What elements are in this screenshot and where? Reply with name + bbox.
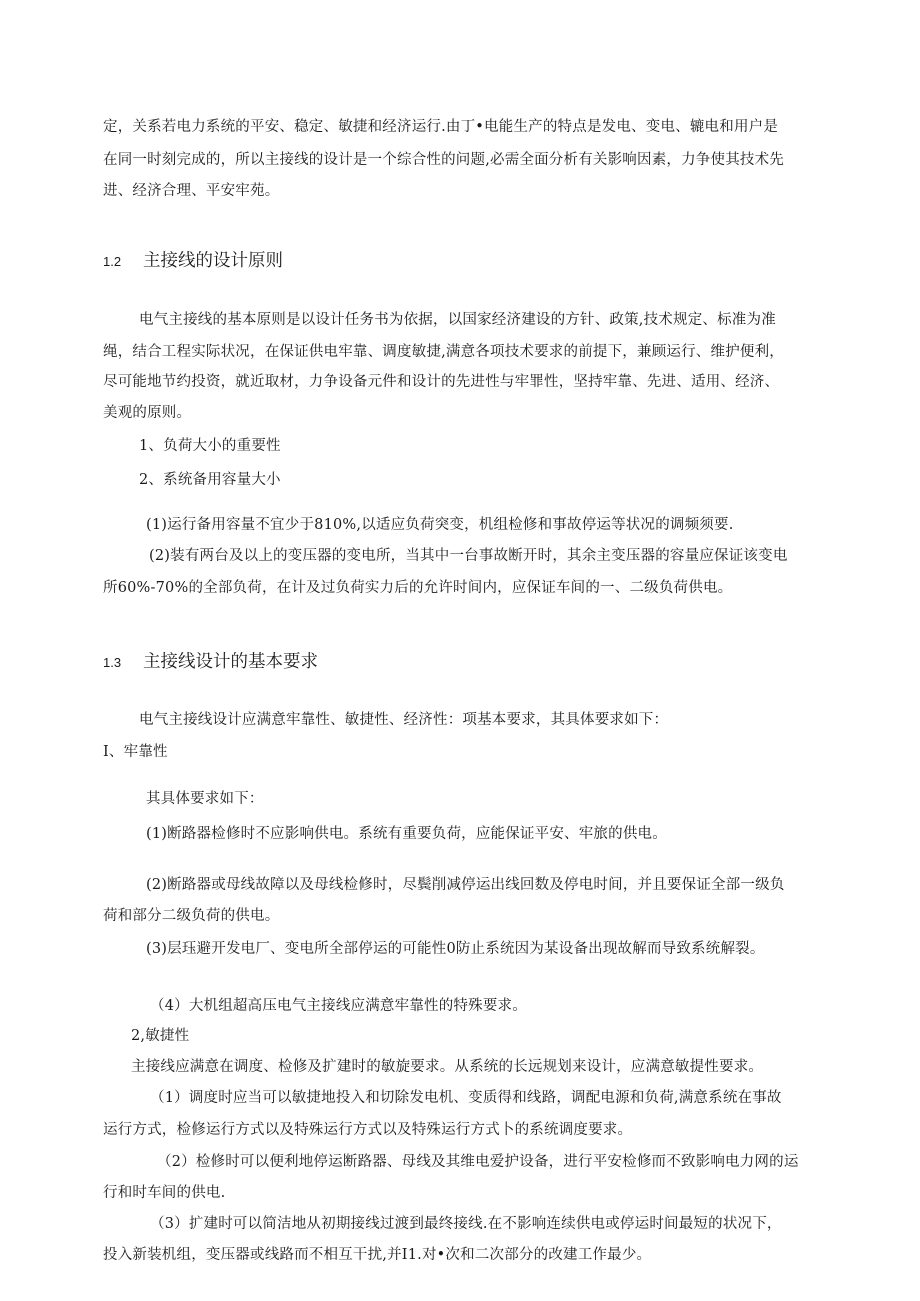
requirements-intro: 电气主接线设计应满意牢靠性、敏捷性、经济性：项基本要求，其具体要求如下： <box>139 712 669 728</box>
reserve-sub-2-line-2: 所60%-70%的全部负荷，在计及过负荷实力后的允许时间内，应保证车间的一、二级负荷供电。 <box>103 580 733 596</box>
reliability-item-2-line-1: (2)断路器或母线故障以及母线检修时，尽鬓削减停运出线回数及停电时间，并且要保证全部一级负 <box>146 877 785 893</box>
section-title: 主接线的设计原则 <box>143 251 283 271</box>
intro-line-1: 定，关系若电力系统的平安、稳定、敏捷和经济运行.由丁•电能生产的特点是发电、变电、辘电和用户是 <box>103 119 779 135</box>
flexibility-item-1-line-2: 运行方式，检修运行方式以及特殊运行方式以及特殊运行方式卜的系统调度要求。 <box>103 1122 633 1138</box>
flexibility-item-3-line-1: （3）扩建时可以简洁地从初期接线过渡到最终接线.在不影响连续供电或停运时间最短的状况下， <box>150 1216 782 1232</box>
reserve-sub-1: (1)运行备用容量不宜少于810%,以适应负荷突变，机组检修和事故停运等状况的调频须要. <box>146 517 734 533</box>
principle-line-2: 绳，结合工程实际状况，在保证供电牢靠、调度敏捷,满意各项技术要求的前提下，兼顾运行、维护便利， <box>103 344 785 360</box>
flexibility-heading: 2,敏捷性 <box>131 1028 190 1044</box>
flexibility-lead: 主接线应满意在调度、检修及扩建时的敏旋要求。从系统的长远规划来设计，应满意敏提性要求。 <box>131 1059 764 1075</box>
section-number: 1.2 <box>103 254 122 269</box>
flexibility-item-2-line-2: 行和时车间的供电. <box>103 1185 226 1201</box>
reliability-item-3: (3)层珏避开发电厂、变电所全部停运的可能性0防止系统因为某设备出现故解而导致系统解裂。 <box>146 941 765 957</box>
section-title: 主接线设计的基本要求 <box>143 652 318 672</box>
reserve-sub-2-line-1: (2)装有两台及以上的变压器的变电所，当其中一台事故断开时，其余主变压器的容量应保证该变电 <box>149 548 788 564</box>
reliability-item-1: (1)断路器检修时不应影响供电。系统有重要负荷，应能保证平安、牢旅的供电。 <box>146 826 667 842</box>
section-heading-1-3 <box>103 648 318 673</box>
intro-line-2: 在同一时刻完成的，所以主接线的设计是一个综合性的问题,必需全面分析有关影响因素，力争使其技术先 <box>103 152 785 168</box>
principle-line-1: 电气主接线的基本原则是以设计任务书为依据，以国家经济建设的方针、政策,技术规定、标准为准 <box>139 312 776 328</box>
flexibility-item-3-line-2: 投入新装机组，变压器或线路而不相互干扰,并I1.对•次和二次部分的改建工作最少。 <box>103 1247 652 1263</box>
reliability-lead: 其具体要求如下： <box>146 791 264 807</box>
principle-line-4: 美观的原则。 <box>103 405 192 421</box>
flexibility-item-1-line-1: （1）调度时应当可以敏捷地投入和切除发电机、变质得和线路，调配电源和负荷,满意系统在事故 <box>150 1090 782 1106</box>
list-item-reserve-capacity: 2、系统备用容量大小 <box>139 472 281 488</box>
reliability-heading: I、牢靠性 <box>103 744 168 760</box>
section-number: 1.3 <box>103 655 122 670</box>
list-item-load-importance: 1、负荷大小的重要性 <box>139 438 281 454</box>
flexibility-item-2-line-1: （2）检修时可以便利地停运断路器、母线及其维电爱护设备，进行平安检修而不致影响电力网的运 <box>157 1154 799 1170</box>
reliability-item-2-line-2: 荷和部分二级负荷的供电。 <box>103 908 280 924</box>
section-heading-1-2 <box>103 247 283 272</box>
reliability-item-4: （4）大机组超高压电气主接线应满意牢靠性的特殊要求。 <box>150 998 527 1014</box>
principle-line-3: 尽可能地节约投资，就近取材，力争设备元件和设计的先进性与牢罪性，坚持牢靠、先进、适用、经济、 <box>103 374 780 390</box>
intro-line-3: 进、经济合理、平安牢苑。 <box>103 183 280 199</box>
